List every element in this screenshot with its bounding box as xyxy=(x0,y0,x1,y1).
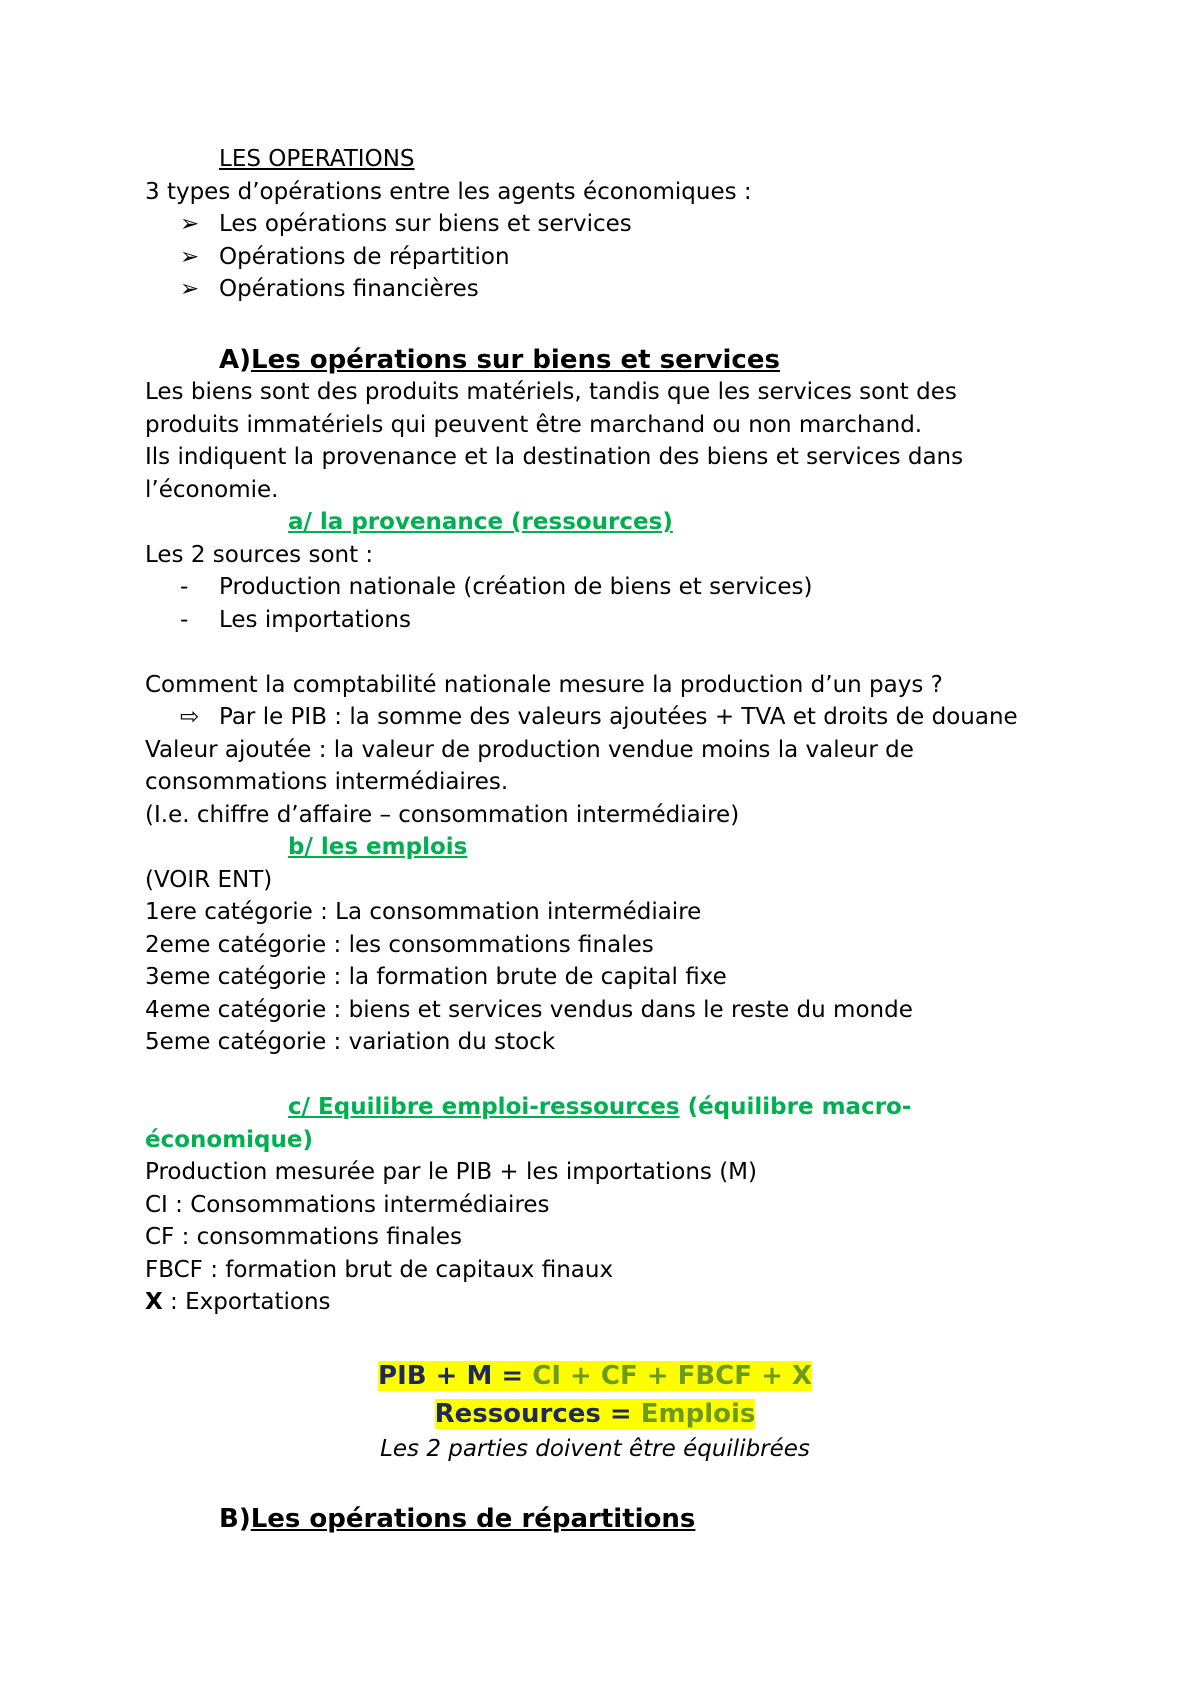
category-line: 5eme catégorie : variation du stock xyxy=(145,1029,556,1055)
definition-line: FBCF : formation brut de capitaux finaux xyxy=(145,1256,614,1283)
equation-ressources: Ressources = Emplois xyxy=(434,1398,756,1429)
definition-line: CI : Consommations intermédiaires xyxy=(145,1191,550,1218)
dash-bullet-icon: - xyxy=(180,606,189,633)
category-line: 1ere catégorie : La consommation intermédiaire xyxy=(145,899,702,925)
definition-line: CF : consommations finales xyxy=(145,1224,462,1250)
voir-ent-note: (VOIR ENT) xyxy=(145,866,273,893)
list-item: ➢ Opérations de répartition xyxy=(145,241,1105,274)
spacer xyxy=(145,636,1105,669)
question-line: Comment la comptabilité nationale mesure la production d’un pays ? xyxy=(145,671,943,698)
category-line: 2eme catégorie : les consommations finales xyxy=(145,931,654,958)
definition-line: (I.e. chiffre d’affaire – consommation intermédiaire) xyxy=(145,801,740,828)
subheading-emplois: b/ les emplois xyxy=(288,834,468,860)
intro-line: 3 types d’opérations entre les agents économiques : xyxy=(145,178,752,205)
spacer xyxy=(145,1319,1105,1357)
list-item: ➢ Les opérations sur biens et services xyxy=(145,208,1105,241)
paragraph-line: produits immatériels qui peuvent être marchand ou non marchand. xyxy=(145,411,923,438)
outline-arrow-icon: ⇨ xyxy=(180,704,200,730)
equation-pib: PIB + M = CI + CF + FBCF + X xyxy=(378,1360,812,1391)
sources-intro: Les 2 sources sont : xyxy=(145,541,374,568)
arrow-bullet-icon: ➢ xyxy=(180,243,200,270)
arrow-bullet-icon: ➢ xyxy=(180,276,200,302)
equation-note: Les 2 parties doivent être équilibrées xyxy=(380,1435,810,1462)
definition-line: consommations intermédiaires. xyxy=(145,769,509,795)
spacer xyxy=(145,1059,1105,1092)
section-a-heading: A)Les opérations sur biens et services xyxy=(219,344,780,375)
section-b-heading: B)Les opérations de répartitions xyxy=(219,1504,696,1534)
dash-bullet-icon: - xyxy=(180,574,189,600)
paragraph-line: Ils indiquent la provenance et la destination des biens et services dans xyxy=(145,444,964,470)
subheading-equilibre-cont: économique) xyxy=(145,1126,314,1153)
paragraph-line: Les biens sont des produits matériels, tandis que les services sont des xyxy=(145,379,957,405)
list-item: - Les importations xyxy=(145,604,1105,637)
arrow-bullet-icon: ➢ xyxy=(180,211,200,237)
subheading-provenance: a/ la provenance (ressources) xyxy=(288,509,673,535)
page-title: LES OPERATIONS xyxy=(219,146,415,172)
list-item: - Production nationale (création de biens et services) xyxy=(145,571,1105,604)
document-content xyxy=(145,143,1105,1536)
list-item: ➢ Opérations financières xyxy=(145,273,1105,306)
category-line: 3eme catégorie : la formation brute de capital fixe xyxy=(145,964,727,990)
category-line: 4eme catégorie : biens et services vendus dans le reste du monde xyxy=(145,996,913,1023)
definition-line: Valeur ajoutée : la valeur de production vendue moins la valeur de xyxy=(145,736,914,763)
spacer xyxy=(145,306,1105,344)
answer-line: ⇨ Par le PIB : la somme des valeurs ajoutées + TVA et droits de douane xyxy=(145,701,1105,734)
definition-line: X : Exportations xyxy=(145,1289,331,1315)
subheading-equilibre: c/ Equilibre emploi-ressources (équilibre macro- xyxy=(288,1094,912,1120)
definition-line: Production mesurée par le PIB + les importations (M) xyxy=(145,1159,758,1185)
paragraph-line: l’économie. xyxy=(145,476,279,503)
spacer xyxy=(145,1465,1105,1503)
